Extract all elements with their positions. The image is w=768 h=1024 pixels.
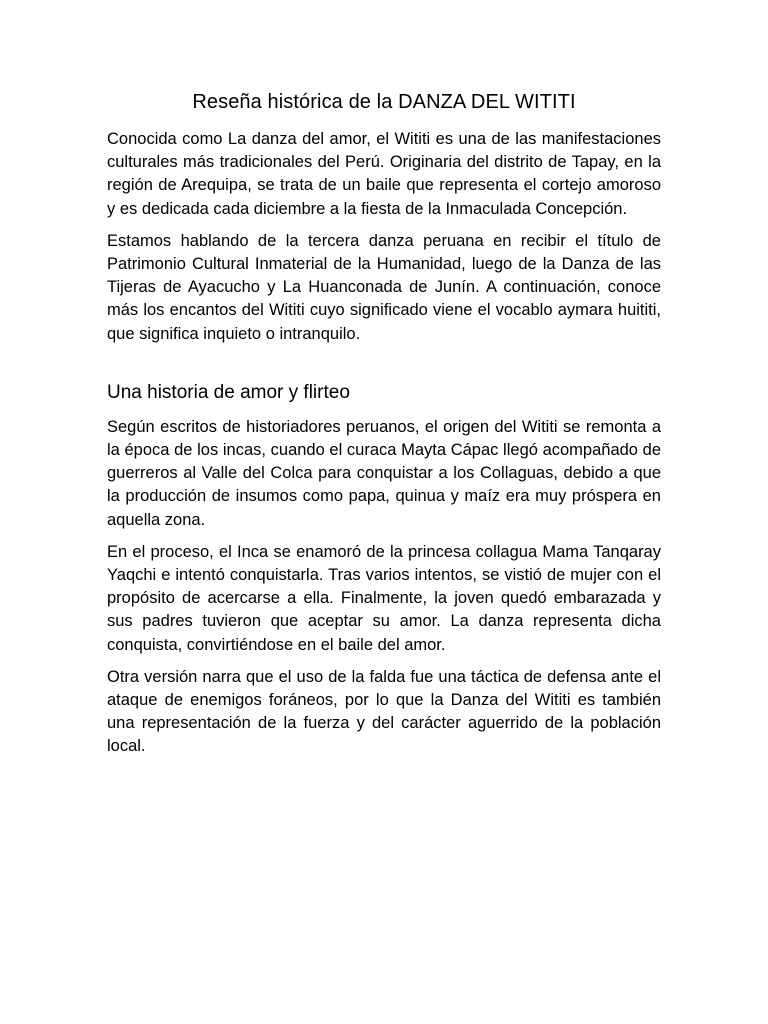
section-heading: Una historia de amor y flirteo <box>107 381 350 403</box>
document-title: Reseña histórica de la DANZA DEL WITITI <box>192 91 576 113</box>
section-paragraph: Otra versión narra que el uso de la falda fue una táctica de defensa ante el ataque de enemigos foráneos, por lo que la Danza del Wititi es también una representación de la fuerza y del carácter aguerrido de la población local. <box>107 667 661 756</box>
section-paragraph: Según escritos de historiadores peruanos, el origen del Wititi se remonta a la época de los incas, cuando el curaca Mayta Cápac llegó acompañado de guerreros al Valle del Colca para conquistar a los Collaguas, debido a que la producción de insumos como papa, quinua y maíz era muy próspera en aquella zona. <box>107 417 661 529</box>
intro-paragraph: Conocida como La danza del amor, el Wititi es una de las manifestaciones culturales más tradicionales del Perú. Originaria del distrito de Tapay, en la región de Arequipa, se trata de un baile que representa el cortejo amoroso y es dedicada cada diciembre a la fiesta de la Inmaculada Concepción. <box>107 130 661 218</box>
section-paragraph: En el proceso, el Inca se enamoró de la princesa collagua Mama Tanqaray Yaqchi e intentó conquistarla. Tras varios intentos, se vistió de mujer con el propósito de acercarse a ella. Finalmente, la joven quedó embarazada y sus padres tuvieron que aceptar su amor. La danza representa dicha conquista, convirtiéndose en el baile del amor. <box>107 542 661 654</box>
document-page <box>107 88 661 768</box>
intro-paragraph: Estamos hablando de la tercera danza peruana en recibir el título de Patrimonio Cultural Inmaterial de la Humanidad, luego de la Danza de las Tijeras de Ayacucho y La Huanconada de Junín. A continuación, conoce más los encantos del Wititi cuyo significado viene el vocablo aymara huititi, que significa inquieto o intranquilo. <box>107 231 661 343</box>
